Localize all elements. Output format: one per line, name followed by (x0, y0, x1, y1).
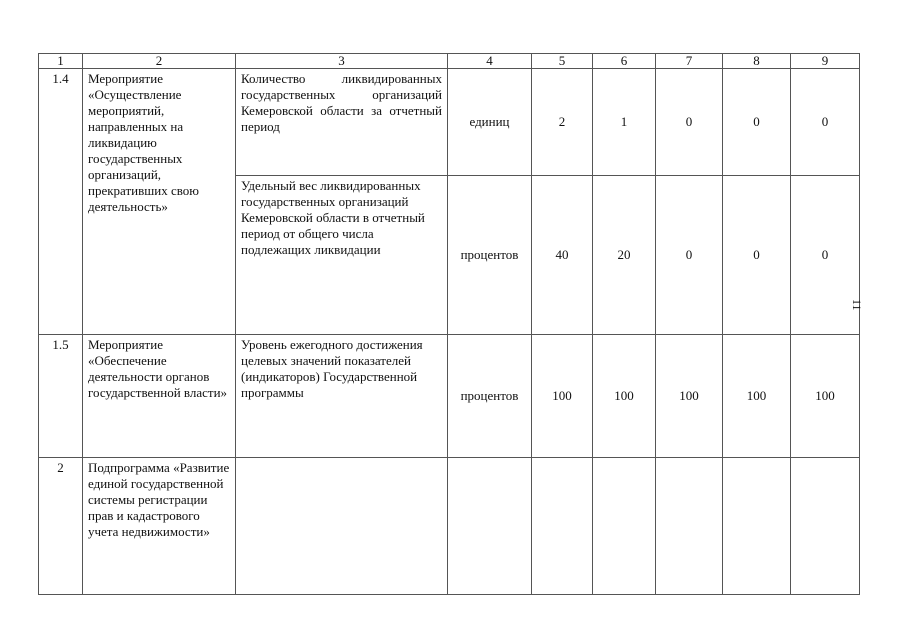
event-name: Подпрограмма «Развитие единой государственной системы регистрации прав и кадастрового учета недвижимости» (83, 458, 236, 595)
row-number: 1.4 (39, 69, 83, 335)
value-cell: 2 (532, 69, 593, 176)
unit: единиц (448, 69, 532, 176)
value-cell: 0 (791, 176, 860, 335)
value-cell: 100 (656, 335, 723, 458)
value-cell: 40 (532, 176, 593, 335)
indicator-name: Количество ликвидированных государственных организаций Кемеровской области за отчетный период (236, 69, 448, 176)
value-cell: 100 (791, 335, 860, 458)
unit: процентов (448, 335, 532, 458)
empty-cell (448, 458, 532, 595)
table-row (39, 458, 860, 595)
row-number: 2 (39, 458, 83, 595)
page-number: 11 (850, 299, 864, 311)
value-cell: 0 (656, 69, 723, 176)
indicator-name: Удельный вес ликвидированных государственных организаций Кемеровской области в отчетный период от общего числа подлежащих ликвидации (236, 176, 448, 335)
header-cell: 9 (791, 54, 860, 69)
value-cell: 0 (791, 69, 860, 176)
header-row (39, 54, 860, 69)
unit: процентов (448, 176, 532, 335)
header-cell: 1 (39, 54, 83, 69)
value-cell: 100 (532, 335, 593, 458)
header-cell: 7 (656, 54, 723, 69)
value-cell: 100 (593, 335, 656, 458)
header-cell: 8 (723, 54, 791, 69)
header-cell: 2 (83, 54, 236, 69)
value-cell: 0 (723, 69, 791, 176)
indicator-name: Уровень ежегодного достижения целевых значений показателей (индикаторов) Государственной программы (236, 335, 448, 458)
value-cell: 100 (723, 335, 791, 458)
empty-cell (656, 458, 723, 595)
value-cell: 0 (656, 176, 723, 335)
header-cell: 3 (236, 54, 448, 69)
empty-cell (236, 458, 448, 595)
empty-cell (532, 458, 593, 595)
event-name: Мероприятие «Обеспечение деятельности органов государственной власти» (83, 335, 236, 458)
table-row (39, 69, 860, 176)
header-cell: 4 (448, 54, 532, 69)
empty-cell (593, 458, 656, 595)
empty-cell (723, 458, 791, 595)
table-row (39, 335, 860, 458)
header-cell: 6 (593, 54, 656, 69)
value-cell: 1 (593, 69, 656, 176)
value-cell: 0 (723, 176, 791, 335)
value-cell: 20 (593, 176, 656, 335)
indicators-table (38, 53, 860, 595)
header-cell: 5 (532, 54, 593, 69)
row-number: 1.5 (39, 335, 83, 458)
empty-cell (791, 458, 860, 595)
event-name: Мероприятие «Осуществление мероприятий, направленных на ликвидацию государственных организаций, прекративших свою деятельность» (83, 69, 236, 335)
